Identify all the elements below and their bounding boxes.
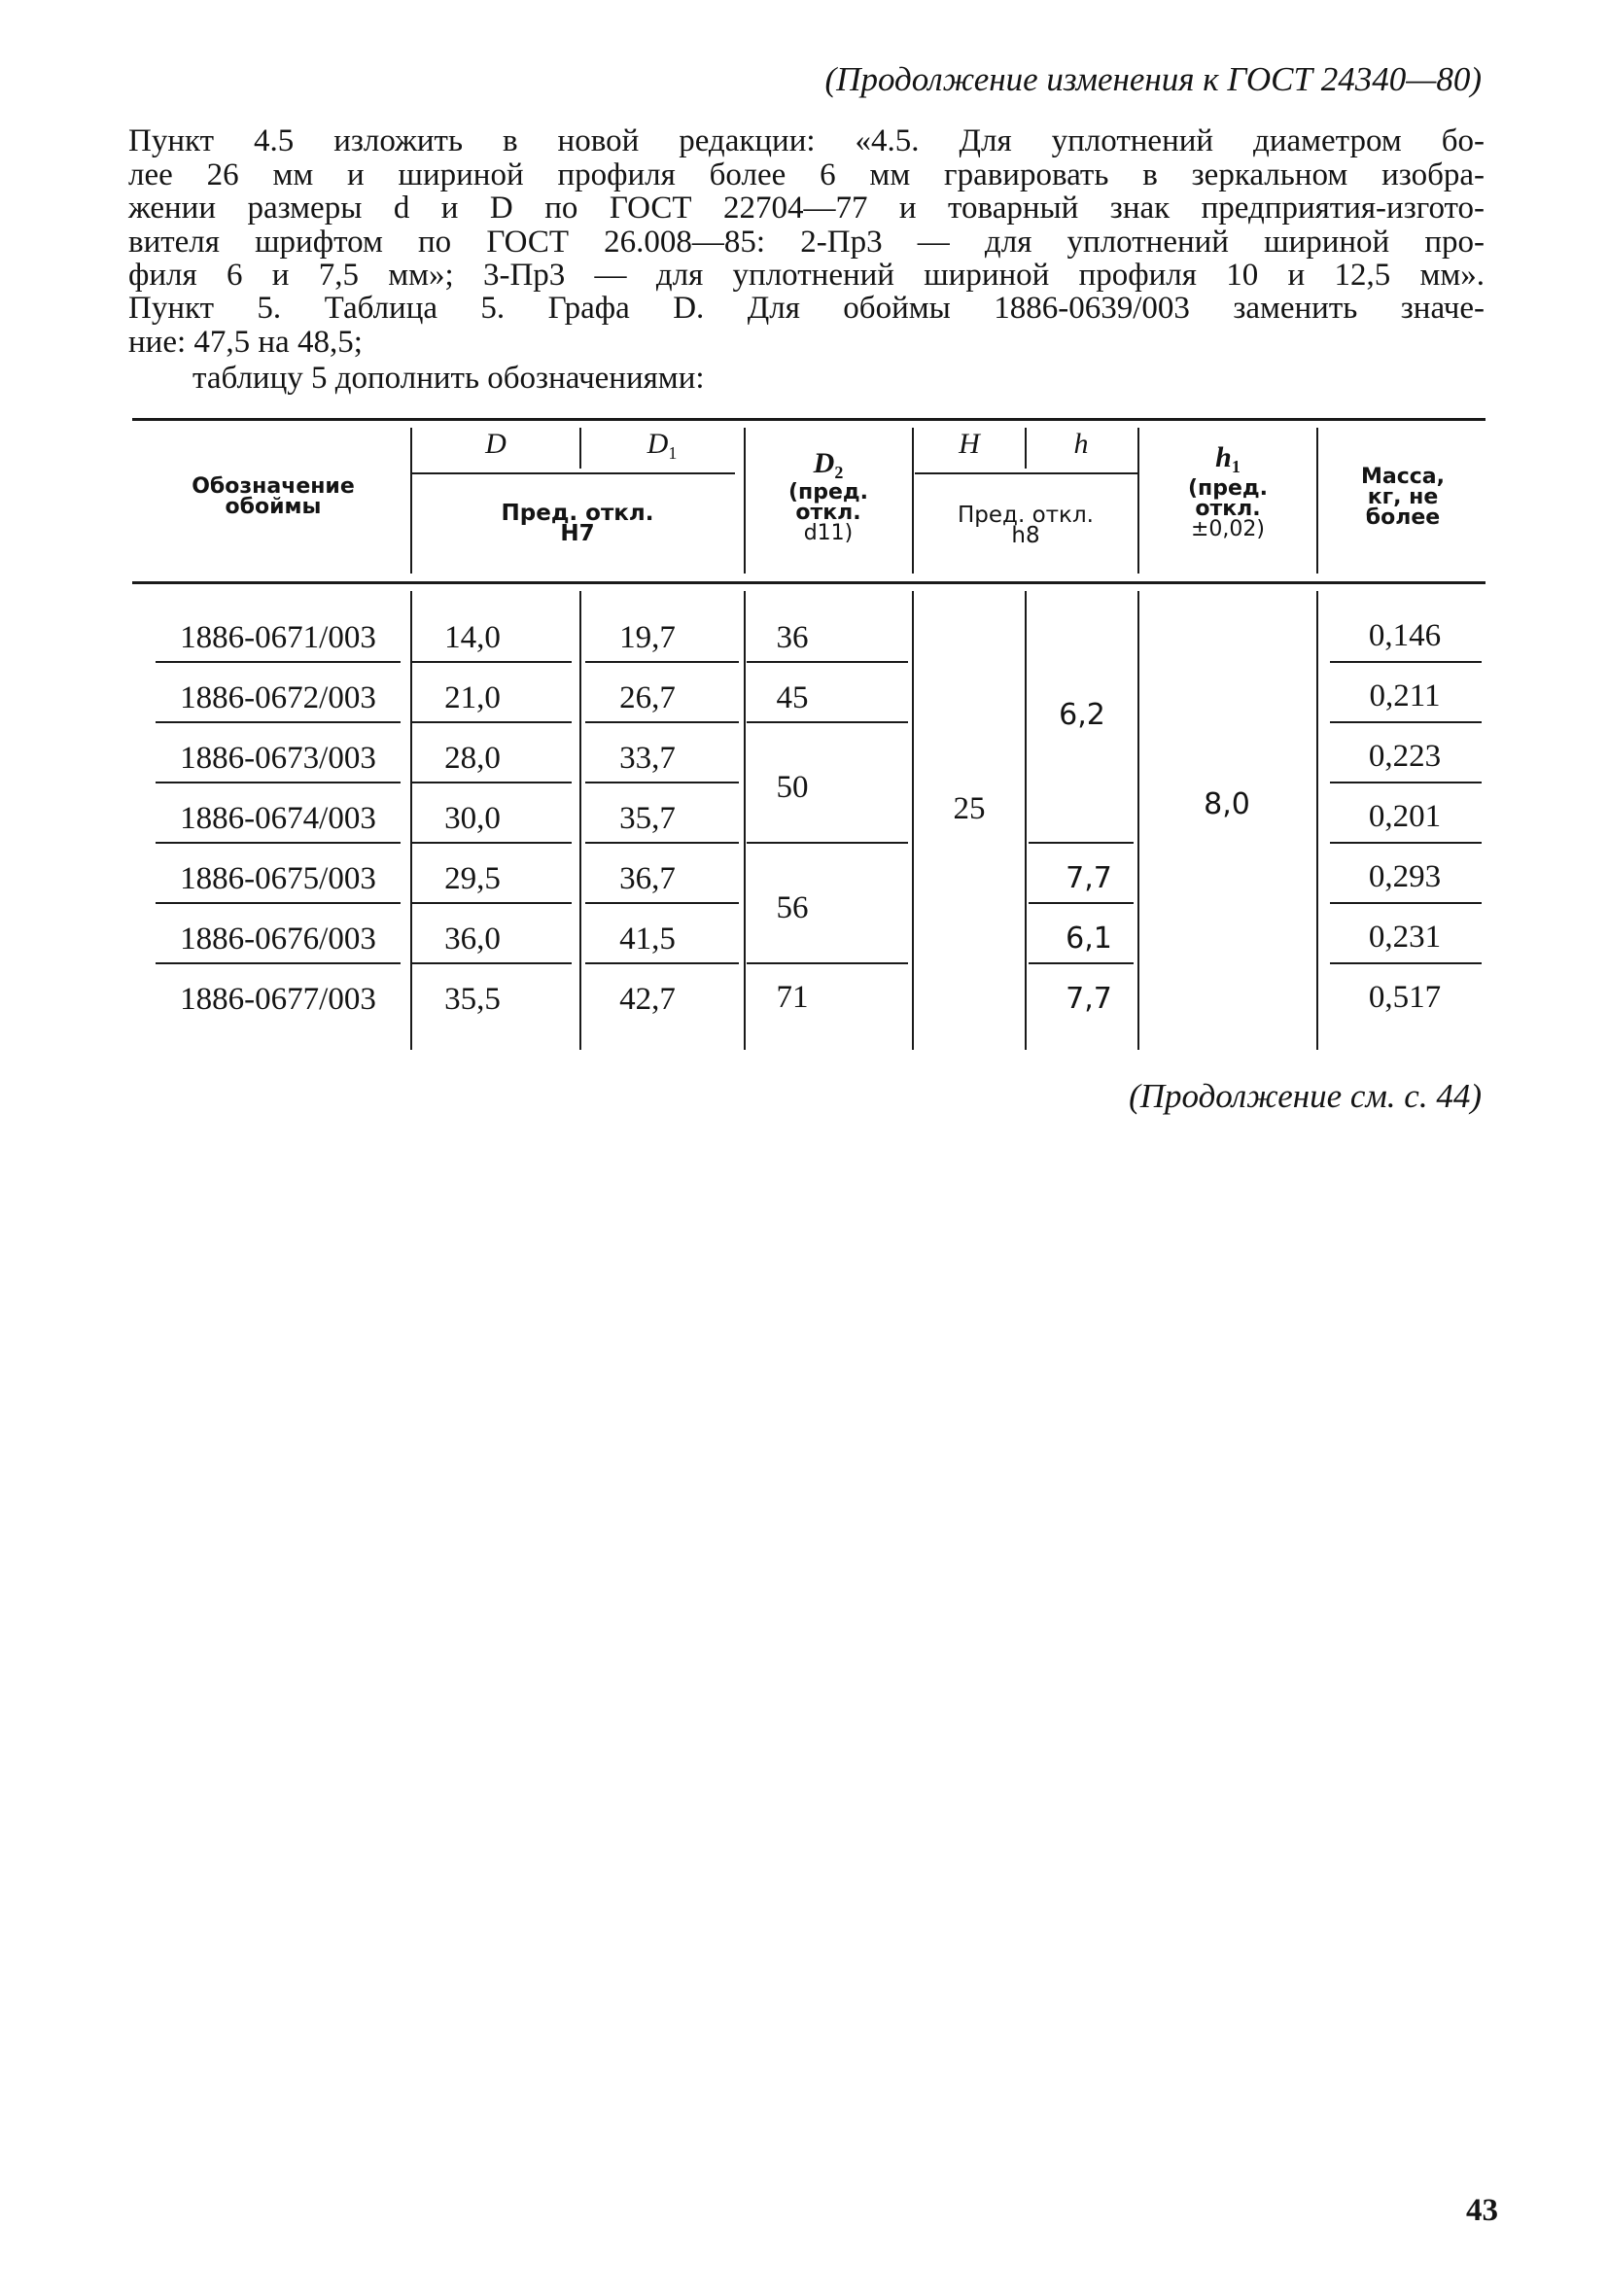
row-underline	[585, 842, 739, 844]
table-cell-d1: 41,5	[619, 922, 676, 957]
table-cell-d1: 33,7	[619, 741, 676, 776]
header-line: обоймы	[225, 495, 322, 519]
row-underline	[1330, 661, 1482, 663]
paragraph-2-line: Пункт 5. Таблица 5. Графа D. Для обоймы 1886-0639/003 заменить значе-	[128, 291, 1485, 326]
table-cell-d: 36,0	[444, 922, 501, 957]
paragraph-1-line: филя 6 и 7,5 мм»; 3-Пр3 — для уплотнений шириной профиля 10 и 12,5 мм».	[128, 258, 1485, 293]
table-cell-d1: 19,7	[619, 620, 676, 655]
table-cell-h-lower: 6,1	[1066, 922, 1112, 956]
table-cell-d2: 45	[776, 680, 809, 715]
header-line: (пред.	[787, 480, 869, 504]
header-line: более	[1365, 505, 1441, 530]
row-underline	[585, 782, 739, 783]
header-line: Пред. откл.	[501, 501, 654, 526]
row-underline	[412, 782, 572, 783]
table-cell-designation: 1886-0677/003	[180, 982, 376, 1017]
table-cell-designation: 1886-0676/003	[180, 922, 376, 957]
table-cell-d1: 26,7	[619, 680, 676, 715]
paragraph-3: таблицу 5 дополнить обозначениями:	[192, 361, 705, 396]
paragraph-2	[128, 292, 1485, 359]
header-h-tolerance	[915, 505, 1136, 546]
header-d-d1-tolerance	[412, 501, 743, 546]
col-rule-7	[1316, 428, 1318, 574]
table-cell-h-upper: 25	[953, 791, 986, 826]
table-cell-d2: 50	[776, 770, 809, 805]
table-cell-d: 29,5	[444, 861, 501, 896]
table-cell-h-lower: 6,2	[1059, 698, 1105, 732]
table-cell-d1: 42,7	[619, 982, 676, 1017]
table-cell-mass: 0,293	[1368, 859, 1442, 894]
table-cell-designation: 1886-0671/003	[180, 620, 376, 655]
row-underline	[747, 721, 908, 723]
paragraph-1-line: лее 26 мм и шириной профиля более 6 мм гравировать в зеркальном изобра-	[128, 157, 1485, 192]
row-underline	[412, 842, 572, 844]
header-line: H7	[560, 521, 595, 546]
table-cell-mass: 0,211	[1369, 678, 1441, 713]
table-cell-h-lower: 7,7	[1066, 861, 1112, 895]
table-top-rule	[132, 418, 1486, 421]
table-cell-mass: 0,231	[1368, 920, 1442, 955]
row-underline	[412, 721, 572, 723]
header-designation	[152, 476, 395, 517]
col-rule-3	[744, 428, 746, 574]
row-underline	[585, 721, 739, 723]
table-cell-h1: 8,0	[1204, 787, 1250, 821]
header-line: Масса,	[1360, 465, 1446, 489]
header-d2	[747, 447, 910, 483]
row-underline	[156, 661, 401, 663]
header-d: D	[485, 428, 507, 460]
paragraph-1-line: жении размеры d и D по ГОСТ 22704—77 и товарный знак предприятия-изгото-	[128, 191, 1485, 226]
header-d1-subscript: 1	[668, 443, 678, 463]
col-rule-1	[410, 591, 412, 1050]
table-cell-d2: 36	[776, 620, 809, 655]
header-mass	[1320, 467, 1486, 528]
row-underline	[747, 842, 908, 844]
header-d2-subscript: 2	[834, 463, 844, 482]
header-divider-h	[915, 472, 1138, 474]
row-underline	[412, 902, 572, 904]
header-d2-tolerance	[747, 482, 910, 543]
row-underline	[1029, 902, 1134, 904]
table-cell-d: 28,0	[444, 741, 501, 776]
header-line: откл.	[795, 501, 861, 525]
header-line: Пред. откл.	[958, 503, 1094, 528]
table-cell-d: 14,0	[444, 620, 501, 655]
row-underline	[156, 902, 401, 904]
header-h1	[1140, 441, 1315, 477]
header-h-upper: H	[959, 428, 980, 460]
row-underline	[412, 962, 572, 964]
col-rule-5	[1025, 591, 1027, 1050]
paragraph-1-line: Пункт 4.5 изложить в новой редакции: «4.5. Для уплотнений диаметром бо-	[128, 123, 1485, 158]
row-underline	[156, 721, 401, 723]
row-underline	[1029, 842, 1134, 844]
page-number: 43	[1466, 2193, 1498, 2228]
row-underline	[1330, 902, 1482, 904]
row-underline	[1029, 962, 1134, 964]
row-underline	[585, 902, 739, 904]
table-cell-d2: 71	[776, 980, 809, 1015]
col-rule-6	[1137, 428, 1139, 574]
row-underline	[1330, 962, 1482, 964]
row-underline	[747, 962, 908, 964]
table-cell-designation: 1886-0674/003	[180, 801, 376, 836]
header-d1	[581, 428, 743, 464]
col-rule-1	[410, 428, 412, 574]
col-rule-4	[912, 591, 914, 1050]
row-underline	[747, 661, 908, 663]
col-rule-7	[1316, 591, 1318, 1050]
paragraph-1	[128, 124, 1485, 293]
paragraph-1-line: вителя шрифтом по ГОСТ 26.008—85: 2-Пр3 — для уплотнений шириной про-	[128, 224, 1485, 260]
page-header: (Продолжение изменения к ГОСТ 24340—80)	[824, 60, 1482, 98]
row-underline	[156, 962, 401, 964]
table-header-bottom-rule	[132, 581, 1486, 584]
header-line: (пред.	[1187, 476, 1269, 501]
table-cell-mass: 0,517	[1368, 980, 1442, 1015]
row-underline	[1330, 721, 1482, 723]
table-cell-d: 35,5	[444, 982, 501, 1017]
header-h1-tolerance	[1140, 478, 1315, 539]
col-rule-3	[744, 591, 746, 1050]
table-cell-mass: 0,201	[1368, 799, 1442, 834]
header-line: откл.	[1195, 497, 1261, 521]
header-line: d11)	[803, 521, 854, 545]
row-underline	[412, 661, 572, 663]
table-cell-mass: 0,223	[1368, 739, 1442, 774]
table-cell-designation: 1886-0675/003	[180, 861, 376, 896]
col-rule-4	[912, 428, 914, 574]
row-underline	[156, 782, 401, 783]
table-cell-d: 21,0	[444, 680, 501, 715]
header-line: кг, не	[1367, 485, 1439, 509]
table-cell-d1: 36,7	[619, 861, 676, 896]
header-d2-symbol: D	[813, 447, 835, 479]
table-cell-designation: 1886-0672/003	[180, 680, 376, 715]
table-cell-d2: 56	[776, 890, 809, 925]
header-h-lower: h	[1073, 428, 1089, 460]
col-rule-2	[579, 591, 581, 1050]
header-line: ±0,02)	[1190, 517, 1265, 541]
table-cell-designation: 1886-0673/003	[180, 741, 376, 776]
table-5-addition	[132, 418, 1486, 1056]
header-line: Обозначение	[192, 474, 355, 499]
row-underline	[585, 962, 739, 964]
row-underline	[156, 842, 401, 844]
header-d1-symbol: D	[647, 428, 669, 460]
table-cell-h-lower: 7,7	[1066, 982, 1112, 1016]
row-underline	[585, 661, 739, 663]
page-footer-continuation: (Продолжение см. с. 44)	[1129, 1077, 1482, 1115]
header-divider-d	[412, 472, 735, 474]
row-underline	[1330, 842, 1482, 844]
table-cell-mass: 0,146	[1368, 618, 1442, 653]
header-h1-symbol: h	[1215, 441, 1232, 473]
table-cell-d1: 35,7	[619, 801, 676, 836]
table-cell-d: 30,0	[444, 801, 501, 836]
paragraph-2-line: ние: 47,5 на 48,5;	[128, 324, 363, 360]
row-underline	[1330, 782, 1482, 783]
header-line: h8	[1011, 523, 1040, 548]
header-h1-subscript: 1	[1231, 457, 1241, 476]
